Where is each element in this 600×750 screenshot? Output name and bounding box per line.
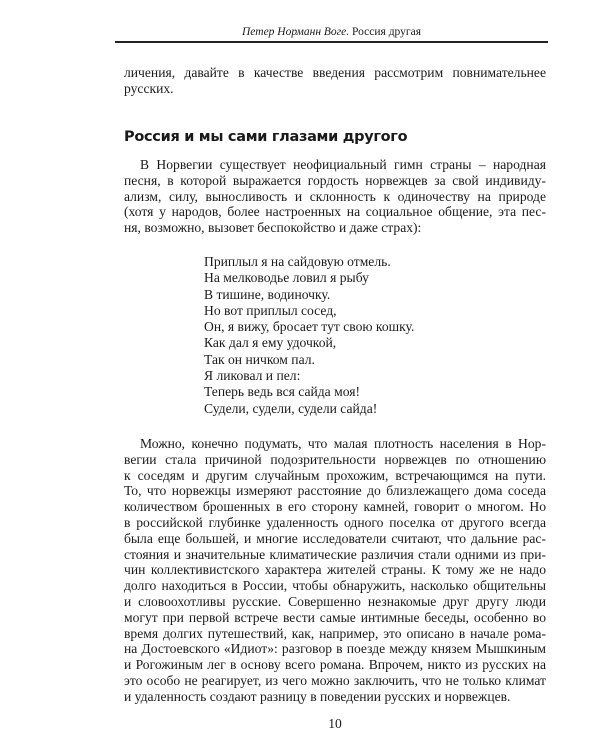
text-line: чин коллективистского характера жителей страны. К тому же не надо <box>124 562 546 578</box>
poem-line: Теперь ведь вся сайда моя! <box>204 384 361 400</box>
poem-line: На мелководье ловил я рыбу <box>204 270 369 286</box>
poem-line: Он, я вижу, бросает тут свою кошку. <box>204 319 415 335</box>
poem-line: Судели, судели, судели сайда! <box>204 400 378 416</box>
section-heading: Россия и мы сами глазами другого <box>124 129 408 145</box>
text-line: Можно, конечно подумать, что малая плотность населения в Нор- <box>140 436 546 451</box>
header-rule <box>115 41 548 43</box>
intro-paragraph <box>124 65 546 97</box>
text-line: личения, давайте в качестве введения рассмотрим повнимательнее <box>124 65 546 80</box>
poem-line: Но вот приплыл сосед, <box>204 302 337 318</box>
running-header <box>115 25 548 39</box>
text-line: русских. <box>124 80 174 96</box>
header-title: Россия другая <box>352 26 421 38</box>
text-line: То, что норвежцы измеряют расстояние до близлежащего дома соседа <box>124 483 546 499</box>
text-line: могут при первой встрече вести самые интимные беседы, особенно во <box>124 609 546 625</box>
text-line: ализм, силу, выносливость и склонность к одиночеству на природе <box>124 188 546 204</box>
poem-line: Я ликовал и пел: <box>204 368 301 384</box>
poem <box>204 254 414 417</box>
text-line: (хотя у народов, более настроенных на социальное общение, эта пес- <box>124 204 546 220</box>
text-line: количеством брошенных в его сторону камней, говорит о многом. Но <box>124 499 546 515</box>
text-line: вегии стала причиной подозрительности норвежцев по отношению <box>124 451 546 467</box>
paragraph-2 <box>124 436 546 705</box>
text-line: и удаленность создают разницу в поведении русских и норвежцев. <box>124 688 511 704</box>
poem-line: Как дал я ему удочкой, <box>204 335 337 351</box>
text-line: время долгих путешествий, как, например, это описано в начале рома- <box>124 625 546 641</box>
text-line: долго находиться в России, чтобы обнаружить, насколько общительны <box>124 578 546 594</box>
poem-line: В тишине, водиночку. <box>204 286 331 302</box>
header-author: Петер Норманн Воге. <box>242 26 350 38</box>
text-line: стояния и значительные климатические различия стали одними из при- <box>124 546 546 562</box>
text-line: и словоохотливы русские. Совершенно незнакомые друг другу люди <box>124 593 546 609</box>
text-line: к соседям и другим случайным прохожим, встречающимся на пути. <box>124 467 546 483</box>
text-line: на Достоевского «Идиот»: разговор в поезде между князем Мышкиным <box>124 641 546 657</box>
page-number: 10 <box>328 716 342 731</box>
text-line: В Норвегии существует неофициальный гимн страны – народная <box>140 157 546 172</box>
poem-line: Так он ничком пал. <box>204 351 315 367</box>
paragraph-1 <box>124 157 546 236</box>
text-line: была еще большей, и многие исследователи считают, что дальние рас- <box>124 530 546 546</box>
text-line: и Рогожиным лег в основу всего романа. Впрочем, никто из русских на <box>124 657 546 673</box>
poem-line: Приплыл я на сайдовую отмель. <box>204 254 391 269</box>
text-line: это особо не реагирует, из чего можно заключить, что не только климат <box>124 672 546 688</box>
text-line: песня, в которой выражается гордость норвежцев за свой индивиду- <box>124 172 546 188</box>
text-line: ня, возможно, вызовет беспокойство и даже страх): <box>124 220 422 236</box>
text-line: в российской глубинке удаленность одного поселка от другого всегда <box>124 514 546 530</box>
